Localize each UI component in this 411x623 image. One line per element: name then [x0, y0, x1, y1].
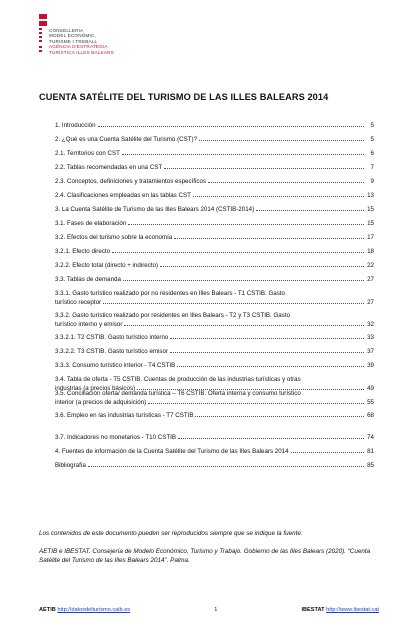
toc-leader-dots [112, 252, 364, 253]
footer-left-link[interactable]: http://datosdelturismo.caib.es [57, 607, 131, 613]
toc-entry[interactable] [55, 447, 374, 456]
logo-line-5: TURÍSTICA ILLES BALEARS [49, 49, 114, 55]
toc-leader-dots [178, 438, 364, 439]
toc-entry[interactable] [55, 205, 374, 214]
toc-entry-label: industrias (a precios básicos) [55, 385, 136, 392]
toc-entry-page: 74 [367, 434, 374, 441]
toc-entry-label-line1: 3.4. Tabla de oferta - T5 CSTIB. Cuentas de producción de las industrias turísticas y otras [55, 376, 301, 383]
toc-leader-dots [103, 303, 364, 304]
toc-entry-label: 3. La Cuenta Satélite de Turismo de las Illes Balears 2014 (CSTIB-2014) [55, 206, 255, 213]
toc-entry-label: interior (a precios de adquisición) [55, 399, 147, 406]
toc-entry-label: 2.3. Conceptos, definiciones y tratamientos específicos [55, 178, 206, 185]
toc-entry[interactable] [55, 149, 374, 158]
toc-leader-dots [164, 168, 364, 169]
toc-entry-label: 3.3.2.2. T3 CSTIB. Gasto turístico emisor [55, 348, 169, 355]
reproduction-note: Los contenidos de este documento pueden ser reproducidos siempre que se indique la fuente: [39, 530, 303, 537]
toc-entry-page: 81 [367, 448, 374, 455]
toc-entry-label: 2.1. Territorios con CST [55, 150, 120, 157]
logo-line-1: CONSELLERIA [49, 28, 84, 33]
footer-left-label: AETIB [39, 607, 56, 613]
page-number: 1 [214, 607, 218, 613]
toc-entry[interactable] [55, 289, 374, 307]
toc-entry-label: 2. ¿Qué es una Cuenta Satélite del Turismo (CST)? [55, 136, 198, 143]
toc-leader-dots [123, 280, 364, 281]
toc-entry-label: 3.2. Efectos del turismo sobre la economía [55, 234, 173, 241]
document-title: CUENTA SATÉLITE DEL TURISMO DE LAS ILLES BALEARS 2014 [39, 92, 329, 102]
toc-entry-page: 7 [370, 164, 374, 171]
toc-entry-page: 37 [367, 348, 374, 355]
toc-entry-page: 5 [370, 136, 374, 143]
toc-leader-dots [199, 140, 364, 141]
footer-left [39, 607, 130, 613]
toc-leader-dots [170, 338, 364, 339]
toc-entry-page: 18 [367, 248, 374, 255]
toc-entry-page: 5 [370, 122, 374, 129]
conselleria-logo [39, 14, 159, 66]
footer-right-link[interactable]: http://www.ibestat.cat [326, 607, 379, 613]
toc-entry[interactable] [55, 461, 374, 470]
toc-entry-page: 9 [370, 178, 374, 185]
logo-line-4: AGÈNCIA D'ESTRATÈGIA [49, 44, 108, 50]
toc-entry-label: 3.2.1. Efecto directo [55, 248, 111, 255]
toc-entry-page: 68 [367, 412, 374, 419]
toc-entry-label: 2.2. Tablas recomendadas en una CST [55, 164, 163, 171]
govern-emblem-icon [39, 14, 47, 66]
toc-leader-dots [128, 224, 364, 225]
toc-entry-label: 3.6. Empleo en las industrias turísticas - T7 CSTIB [55, 412, 194, 419]
toc-leader-dots [195, 416, 364, 417]
toc-entry-label-line1: 3.3.2. Gasto turístico realizado por residentes en Illes Balears - T2 y T3 CSTIB. Gasto [55, 312, 291, 319]
toc-entry-page: 13 [367, 192, 374, 199]
toc-leader-dots [124, 325, 364, 326]
toc-leader-dots [122, 154, 364, 155]
toc-entry[interactable] [55, 411, 374, 420]
toc-entry[interactable] [55, 275, 374, 284]
toc-entry[interactable] [55, 233, 374, 242]
toc-leader-dots [291, 452, 364, 453]
toc-entry-label: 3.1. Fases de elaboración [55, 220, 127, 227]
toc-entry-page: 33 [367, 334, 374, 341]
logo-line-3: TURISME I TREBALL [49, 38, 98, 44]
footer-right-label: IBESTAT [301, 607, 325, 613]
toc-leader-dots [256, 210, 364, 211]
citation-note: AETIB e IBESTAT. Consejería de Modelo Económico, Turismo y Trabajo. Gobierno de las Illes Balears (2020). “Cuenta Satélite del Turismo de las Illes Balears 2014”. Palma. [39, 548, 371, 564]
toc-entry-label: 4. Fuentes de información de la Cuenta Satélite del Turismo de las Illes Balears 2014 [55, 448, 289, 455]
toc-entry[interactable] [55, 191, 374, 200]
toc-entry[interactable] [55, 177, 374, 186]
toc-entry-page: 17 [367, 234, 374, 241]
toc-entry[interactable] [55, 347, 374, 356]
toc-entry-page: 22 [367, 262, 374, 269]
toc-entry-page: 55 [367, 399, 374, 406]
toc-entry-label: 1. Introducción [55, 122, 96, 129]
table-of-contents [55, 121, 374, 470]
toc-entry-label: turístico receptor [55, 299, 102, 306]
toc-entry[interactable] [55, 433, 374, 442]
toc-leader-dots [88, 466, 364, 467]
toc-entry-page: 27 [367, 299, 374, 306]
toc-entry-page: 6 [370, 150, 374, 157]
toc-entry-page: 27 [367, 276, 374, 283]
toc-entry-page: 39 [367, 362, 374, 369]
toc-entry-label: Bibliografía [55, 462, 86, 469]
footer-right [301, 607, 379, 613]
toc-entry-label: 3.3. Tablas de demanda [55, 276, 121, 283]
toc-entry[interactable] [55, 121, 374, 130]
toc-entry-page: 49 [367, 385, 374, 392]
toc-leader-dots [170, 352, 364, 353]
toc-entry[interactable] [55, 163, 374, 172]
toc-entry[interactable] [55, 311, 374, 329]
toc-leader-dots [193, 196, 364, 197]
toc-entry-label: 3.3.2.1. T2 CSTIB. Gasto turístico interno [55, 334, 169, 341]
toc-entry[interactable] [55, 135, 374, 144]
toc-entry-label: 3.7. Indicadores no monetarios - T10 CSTIB [55, 434, 176, 441]
toc-entry-page: 15 [367, 220, 374, 227]
toc-entry[interactable] [55, 247, 374, 256]
toc-entry-label: turístico interno y emisor [55, 321, 123, 328]
toc-entry[interactable] [55, 389, 374, 407]
toc-entry-label: 3.3.3. Consumo turístico interior - T4 CSTIB [55, 362, 176, 369]
page-footer [39, 607, 379, 613]
toc-entry-page: 15 [367, 206, 374, 213]
toc-leader-dots [177, 366, 364, 367]
toc-leader-dots [98, 126, 364, 127]
toc-entry-label-line1: 3.5. Conciliación oferta/ demanda turística – T6 CSTIB. Oferta interna y consumo turístico [55, 390, 301, 397]
toc-entry-label-line1: 3.3.1. Gasto turístico realizado por no residentes en Illes Balears - T1 CSTIB. Gasto [55, 290, 285, 297]
toc-entry[interactable] [55, 219, 374, 228]
toc-entry[interactable] [55, 261, 374, 270]
toc-entry-page: 32 [367, 321, 374, 328]
toc-entry[interactable] [55, 361, 374, 370]
toc-leader-dots [160, 266, 364, 267]
toc-entry-label: 3.2.2. Efecto total (directo + indirecto) [55, 262, 159, 269]
toc-leader-dots [208, 182, 364, 183]
logo-line-2: MODEL ECONÒMIC, [49, 33, 96, 39]
toc-entry[interactable] [55, 333, 374, 342]
toc-entry-label: 2.4. Clasificaciones empleadas en las tablas CST [55, 192, 191, 199]
toc-entry-page: 85 [367, 462, 374, 469]
toc-leader-dots [148, 403, 364, 404]
toc-leader-dots [174, 238, 364, 239]
